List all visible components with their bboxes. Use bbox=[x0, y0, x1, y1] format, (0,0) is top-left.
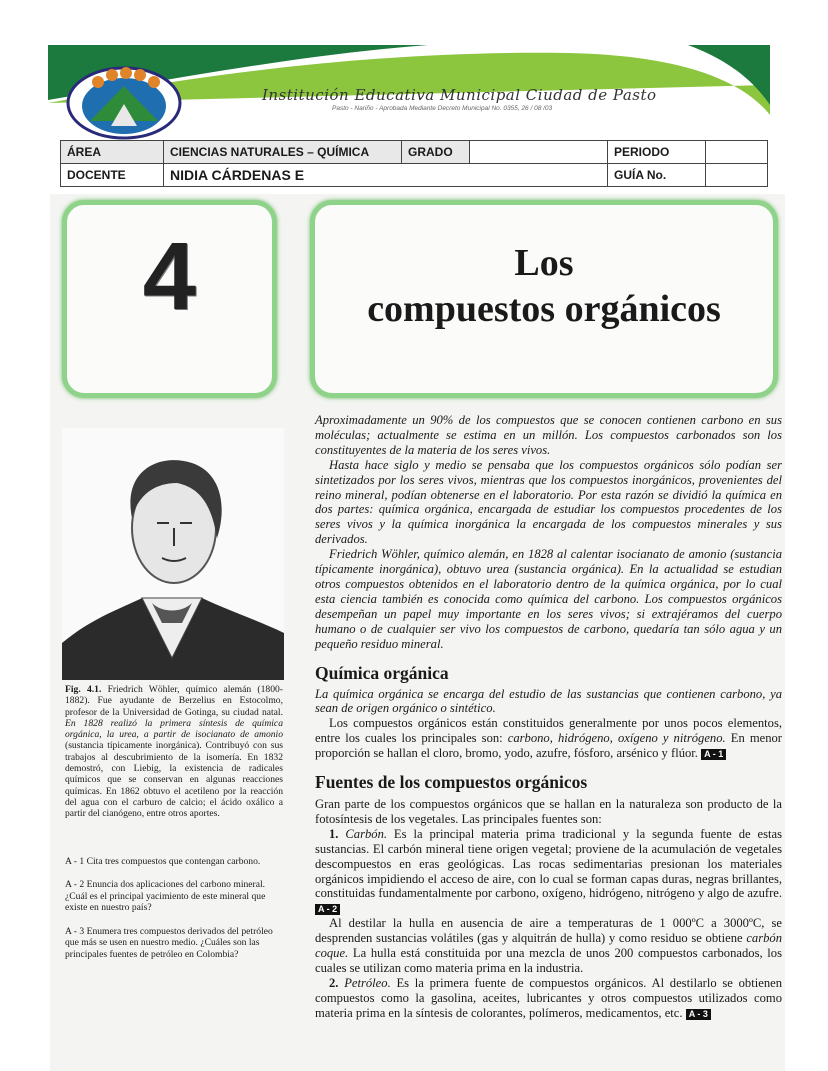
intro-paragraph-1: Aproximadamente un 90% de los compuestos que se conocen contienen carbono en sus moléculas; actualmente se estima en un millón. Los compuestos carbonados son los constituyentes de la materia de los seres vivos. bbox=[315, 413, 782, 457]
figure-caption bbox=[65, 684, 283, 820]
info-table bbox=[60, 140, 768, 187]
left-column bbox=[65, 684, 283, 960]
institution-subtitle: Pasto - Nariño - Aprobada Mediante Decreto Municipal No. 0355, 26 / 08 /03 bbox=[332, 105, 553, 112]
activity-a3: A - 3 Enumera tres compuestos derivados del petróleo que más se usen en nuestro medio. ¿Cuáles son las principales fuentes de petróleo en Colombia? bbox=[65, 925, 273, 960]
item-number: 1. bbox=[329, 826, 339, 841]
wohler-portrait bbox=[62, 428, 284, 680]
chapter-number: 4 bbox=[142, 223, 197, 330]
section-fuentes bbox=[315, 771, 782, 1021]
body-column bbox=[315, 413, 782, 1021]
institution-name: Institución Educativa Municipal Ciudad de Pasto bbox=[262, 86, 657, 104]
item-text: Es la primera fuente de compuestos orgánicos. Al destilarlo se obtienen compuestos como la gasolina, aceites, lubricantes y otros compuestos utilizados como materia prima en la síntesis de colorantes, polímeros, medicamentos, etc. bbox=[315, 975, 782, 1020]
grado-label: GRADO bbox=[402, 141, 470, 164]
activity-tag-a2[interactable]: A - 2 bbox=[315, 904, 340, 915]
coque-italic: carbón coque. bbox=[315, 931, 782, 961]
activity-tag-a3[interactable]: A - 3 bbox=[686, 1009, 711, 1020]
item-text: Es la principal materia prima tradicional y la segunda fuente de estas sustancias. El carbón mineral tiene origen vegetal; proviene de la acumulación de vegetales descompuestos en eras geológicas. Las rocas sedimentarias presionan los materiales orgánicos impidiendo el acceso de aire, con lo cual se forman capas duras, negras brillantes, constituidas fundamentalmente por carbono, oxígeno, hidrógeno, nitrógeno y algo de azufre. bbox=[315, 826, 782, 901]
intro-text bbox=[315, 413, 782, 652]
caption-text-end: (sustancia típicamente inorgánica). Contribuyó con sus trabajos al descubrimiento de la isomería. En 1832 demostró, con Liebig, la existencia de radicales químicos que se conservan en algunas reacciones químicas. En 1862 obtuvo el acetileno por la reacción del agua con el carburo de calcio; el ácido oxálico a partir del cianógeno, entre otros aportes. bbox=[65, 740, 283, 820]
item-number: 2. bbox=[329, 975, 339, 990]
activity-a2: A - 2 Enuncia dos aplicaciones del carbono mineral. ¿Cuál es el principal yacimiento de este mineral que existe en nuestro país? bbox=[65, 879, 266, 914]
definition: La química orgánica se encarga del estudio de las sustancias que contienen carbono, ya sean de origen orgánico o sintético. bbox=[315, 686, 782, 716]
guia-label: GUÍA No. bbox=[608, 164, 706, 187]
paragraph: Gran parte de los compuestos orgánicos que se hallan en la naturaleza son producto de la fotosíntesis de los vegetales. Las principales fuentes son: bbox=[315, 797, 782, 826]
area-label: ÁREA bbox=[61, 141, 164, 164]
paragraph: Los compuestos orgánicos están constituidos generalmente por unos pocos elementos, entre los cuales los principales son: bbox=[315, 716, 782, 746]
chapter-title-line2: compuestos orgánicos bbox=[367, 288, 721, 330]
intro-paragraph-2: Hasta hace siglo y medio se pensaba que los compuestos orgánicos sólo podían ser sintetizados por los seres vivos, mientras que los compuestos inorgánicos, provenientes del reino mineral, podían obtenerse en el laboratorio. Por esta razón se dividió la química en dos partes: química orgánica, encargada de estudiar los compuestos procedentes de los seres vivos y la química inorgánica la encargada de los compuestos minerales y sus derivados. bbox=[315, 457, 782, 547]
section-quimica-organica bbox=[315, 662, 782, 762]
caption-label: Fig. 4.1. bbox=[65, 684, 102, 695]
institution-block bbox=[262, 86, 762, 113]
area-value: CIENCIAS NATURALES – QUÍMICA bbox=[164, 141, 402, 164]
paragraph-end: En menor proporción se hallan el cloro, bromo, yodo, azufre, fósforo, arsénico y flúor. bbox=[315, 731, 783, 761]
chapter-title-line1: Los bbox=[514, 242, 574, 284]
paragraph: Al destilar la hulla en ausencia de aire a temperaturas de 1 000ºC a 3000ºC, se desprenden sustancias volátiles (gas y alquitrán de hulla) y como residuo se obtiene bbox=[315, 916, 782, 946]
section-heading: Química orgánica bbox=[315, 662, 449, 683]
item-name: Petróleo. bbox=[344, 975, 391, 990]
grado-value[interactable] bbox=[470, 141, 608, 164]
guia-value[interactable] bbox=[706, 164, 768, 187]
elements-italic: carbono, hidrógeno, oxígeno y nitrógeno. bbox=[507, 731, 726, 746]
docente-value: NIDIA CÁRDENAS E bbox=[164, 164, 608, 187]
intro-paragraph-3: Friedrich Wöhler, químico alemán, en 1828 al calentar isocianato de amonio (sustancia típicamente inorgánica), obtuvo urea (sustancia orgánica). En la actualidad se estudian otros compuestos obtenidos en el laboratorio dentro de la química orgánica, por lo cual esta ciencia también es conocida como química del carbono. Los compuestos orgánicos desempeñan un papel muy importante en los seres vivos; si extrajéramos del cuerpo humano o de cualquier ser vivo los compuestos de carbono, quedaría tan sólo agua y un pequeño residuo mineral. bbox=[315, 547, 782, 651]
caption-italic: En 1828 realizó la primera síntesis de química orgánica, la urea, a partir de isocianato de amonio bbox=[65, 717, 283, 741]
periodo-label: PERIODO bbox=[608, 141, 706, 164]
activity-tag-a1[interactable]: A - 1 bbox=[701, 749, 726, 760]
paragraph-end: La hulla está constituida por una mezcla de unos 200 compuestos carbonados, los cuales se utilizan como materia prima en la industria. bbox=[315, 946, 782, 975]
periodo-value[interactable] bbox=[706, 141, 768, 164]
docente-label: DOCENTE bbox=[61, 164, 164, 187]
item-name: Carbón. bbox=[345, 826, 388, 841]
section-heading: Fuentes de los compuestos orgánicos bbox=[315, 772, 588, 793]
caption-text: Friedrich Wöhler, químico alemán (1800-1882). Fue ayudante de Berzelius en Estocolmo, profesor de la Universidad de Gotinga, su ciudad natal. bbox=[65, 684, 283, 718]
activity-a1: A - 1 Cita tres compuestos que contengan carbono. bbox=[65, 855, 261, 867]
school-logo bbox=[66, 66, 182, 140]
chapter-title bbox=[310, 240, 778, 332]
